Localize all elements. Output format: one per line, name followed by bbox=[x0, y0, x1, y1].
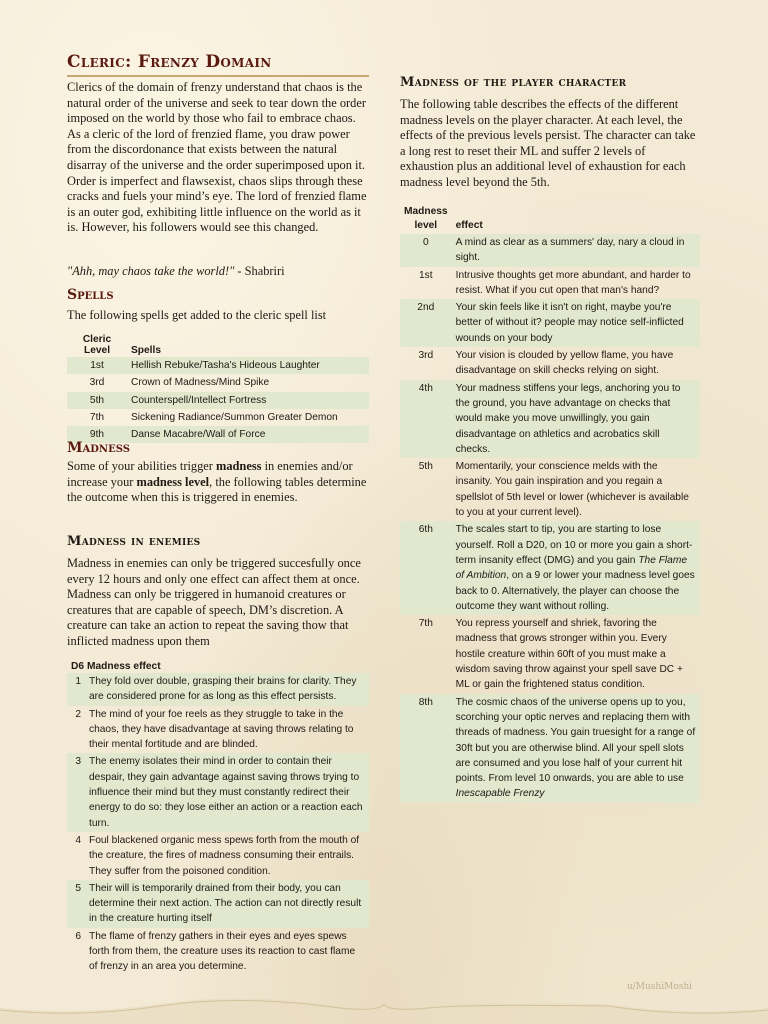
d6-effect: Foul blackened organic mess spews forth from the mouth of the creature, the fires of madness consuming their entrails. They suffer from the poisoned condition. bbox=[89, 834, 360, 877]
quote bbox=[67, 264, 369, 280]
d6-col-effect: Madness effect bbox=[87, 661, 161, 672]
spells-row bbox=[67, 374, 369, 391]
effect-text: The scales start to tip, you are starting to lose yourself. Roll a D20, on 10 or more you gain a short-term insanity effect (DMG) and you gain bbox=[455, 524, 693, 566]
madness-level: 8th bbox=[400, 694, 452, 803]
madness-level: 5th bbox=[418, 461, 433, 473]
madness-level-effect: Momentarily, your conscience melds with the insanity. You gain inspiration and you regain a spellslot of 5th level or lower (whichever is available to you at your current level). bbox=[455, 461, 689, 519]
player-col-level-bottom: level bbox=[414, 220, 438, 231]
spells-table-header bbox=[67, 333, 369, 357]
player-row bbox=[400, 615, 700, 693]
d6-roll: 1 bbox=[67, 673, 85, 706]
d6-roll: 6 bbox=[75, 930, 81, 942]
d6-effect: They fold over double, grasping their brains for clarity. They are considered prone for as long as this effect persists. bbox=[85, 673, 369, 706]
madness-level-effect: Your madness stiffens your legs, anchoring you to the ground, you have advantage on checks that would make you move unwillingly, you gain disadvantage on athletics and acrobatics skill checks. bbox=[452, 380, 700, 458]
madness-level: 6th bbox=[400, 521, 452, 615]
player-row bbox=[400, 380, 700, 458]
player-row bbox=[400, 458, 700, 521]
madness-level: 0 bbox=[400, 234, 452, 267]
spell-names: Danse Macabre/Wall of Force bbox=[127, 426, 369, 443]
spell-level: 9th bbox=[67, 426, 127, 443]
madness-level-effect: Your skin feels like it isn't on right, maybe you're better of without it? people may notice self-inflicted wounds on your body bbox=[452, 299, 700, 347]
intro-paragraph: Clerics of the domain of frenzy understand that chaos is the natural order of the universe and seek to tear down the order imposed on the world by those who fail to embrace chaos. As a cleric of the lord of frenzied flame, you draw power from the discordonance that exists between the natural disarray of the universe and the order superimposed upon it. Order is imperfect and flawsexist, chaos slips through these cracks and fuels your mind’s eye. The lord of frenzied flame is an outer god, exhibiting little influence on the world as it is. However, his followers would see this changed. bbox=[67, 80, 367, 235]
madness-level-effect bbox=[452, 694, 700, 803]
madness-heading: Madness bbox=[67, 440, 130, 456]
madness-level: 2nd bbox=[400, 299, 452, 347]
d6-effect: The enemy isolates their mind in order to contain their despair, they gain advantage against saving throws trying to influence their mind but they must constantly redirect their energy to do so: they lose either an action or a reaction each turn. bbox=[85, 753, 369, 831]
madness-level-effect: A mind as clear as a summers' day, nary a cloud in sight. bbox=[452, 234, 700, 267]
madness-level-effect bbox=[452, 521, 700, 615]
d6-row bbox=[67, 753, 369, 831]
spell-level: 7th bbox=[89, 411, 105, 423]
madness-level: 1st bbox=[419, 269, 433, 281]
player-row bbox=[400, 267, 700, 300]
d6-row bbox=[67, 832, 369, 880]
spells-row bbox=[67, 409, 369, 426]
madness-text: in enemies and/or increase your bbox=[67, 459, 353, 489]
quote-author: - Shabriri bbox=[234, 264, 285, 278]
spells-col-spells: Spells bbox=[131, 345, 162, 356]
d6-row bbox=[67, 928, 369, 976]
madness-level-effect: Your vision is clouded by yellow flame, you have disadvantage on skill checks relying on sight. bbox=[455, 350, 674, 377]
effect-feature-name: The Flame of Ambition bbox=[455, 554, 688, 582]
d6-effect: The mind of your foe reels as they struggle to take in the chaos, they have disadvantage at saving throws relating to their mental fortitude and are blinded. bbox=[89, 708, 354, 751]
madness-intro bbox=[67, 459, 369, 506]
madness-level: 3rd bbox=[418, 350, 434, 362]
madness-level-term: madness level bbox=[136, 474, 210, 489]
d6-roll: 3 bbox=[67, 753, 85, 831]
madness-level-effect: You repress yourself and shriek, favoring the madness that grows stronger within you. Every hostile creature within 60ft of you must make a wisdom saving throw against your spell save DC + ML or gain the frightened status condition. bbox=[455, 618, 683, 691]
spells-row bbox=[67, 392, 369, 409]
madness-level: 7th bbox=[418, 618, 433, 630]
d6-roll: 2 bbox=[75, 708, 81, 720]
effect-text: The cosmic chaos of the universe opens up to you, scorching your optic nerves and replacing them with threads of madness. You gain truesight for a range of 30ft but you are otherwise blind. All your spell slots are consumed and you lose half of your current hit points. From level 10 onwards, you are able to use bbox=[455, 696, 696, 785]
player-col-level bbox=[400, 204, 452, 234]
effect-text: , on a 9 or lower your madness level goes back to 0. Alternatively, the player can choose the outcome they want without rolling. bbox=[455, 570, 695, 612]
quote-text: "Ahh, may chaos take the world!" bbox=[67, 264, 235, 278]
spell-level: 1st bbox=[67, 357, 127, 374]
d6-roll: 4 bbox=[75, 834, 81, 846]
enemies-intro: Madness in enemies can only be triggered succesfully once every 12 hours and only one effect can affect them at once. Madness can only be triggered in humanoid creatures or creatures that are capable of speech, DM’s discretion. A creature can take an action to repeat the saving thow that inflicted madness upon them bbox=[67, 556, 361, 648]
madness-level: 4th bbox=[400, 380, 452, 458]
spells-table bbox=[67, 333, 369, 443]
spells-col-level: Cleric Level bbox=[82, 334, 112, 356]
enemies-heading: Madness in enemies bbox=[67, 534, 201, 549]
player-col-effect: effect bbox=[455, 220, 483, 231]
d6-row bbox=[67, 706, 369, 754]
player-intro: The following table describes the effects of the different madness levels on the player character. At each level, the effects of the previous levels persist. The character can take a long rest to reset their ML and suffer 2 levels of exhaustion plus an additional level of exhaustion for each madness level beyond the 5th. bbox=[400, 97, 696, 189]
madness-term: madness bbox=[216, 459, 262, 473]
player-table-header bbox=[400, 204, 700, 234]
spells-intro: The following spells get added to the cleric spell list bbox=[67, 308, 327, 322]
d6-roll: 5 bbox=[67, 880, 85, 928]
player-row bbox=[400, 521, 700, 615]
player-madness-table bbox=[400, 204, 700, 803]
page-credit: u/MushiMoshi bbox=[626, 982, 692, 992]
player-row bbox=[400, 347, 700, 380]
spell-names: Sickening Radiance/Summon Greater Demon bbox=[131, 411, 338, 423]
bottom-border-decoration bbox=[0, 994, 768, 1024]
madness-text: Some of your abilities trigger bbox=[67, 459, 217, 473]
madness-level-effect: Intrusive thoughts get more abundant, and harder to resist. What if you cut open that man's hand? bbox=[455, 269, 691, 296]
spell-names: Counterspell/Intellect Fortress bbox=[127, 392, 369, 409]
d6-row bbox=[67, 673, 369, 706]
effect-feature-name: Inescapable Frenzy bbox=[455, 788, 545, 800]
player-row bbox=[400, 299, 700, 347]
madness-text: , the following tables determine the outcome when this is triggered in enemies. bbox=[67, 474, 367, 505]
player-heading: Madness of the player character bbox=[400, 75, 627, 90]
page-title: Cleric: Frenzy Domain bbox=[67, 52, 369, 77]
spells-heading: Spells bbox=[67, 287, 114, 303]
spells-row bbox=[67, 357, 369, 374]
d6-madness-table bbox=[67, 660, 369, 976]
player-row bbox=[400, 694, 700, 803]
player-col-level-top: Madness bbox=[404, 206, 448, 217]
spell-level: 3rd bbox=[89, 377, 105, 389]
spell-names: Hellish Rebuke/Tasha's Hideous Laughter bbox=[127, 357, 369, 374]
d6-col-die: D6 bbox=[71, 661, 85, 672]
d6-table-header bbox=[67, 660, 369, 673]
spell-names: Crown of Madness/Mind Spike bbox=[131, 377, 270, 389]
player-row bbox=[400, 234, 700, 267]
d6-effect: Their will is temporarily drained from their body, you can determine their next action. The action can not directly result in the creature hurting itself bbox=[85, 880, 369, 928]
d6-row bbox=[67, 880, 369, 928]
d6-effect: The flame of frenzy gathers in their eyes and eyes spews forth from them, the creature uses its reaction to cast flame of frenzy in an area you determine. bbox=[89, 930, 356, 973]
spell-level: 5th bbox=[67, 392, 127, 409]
